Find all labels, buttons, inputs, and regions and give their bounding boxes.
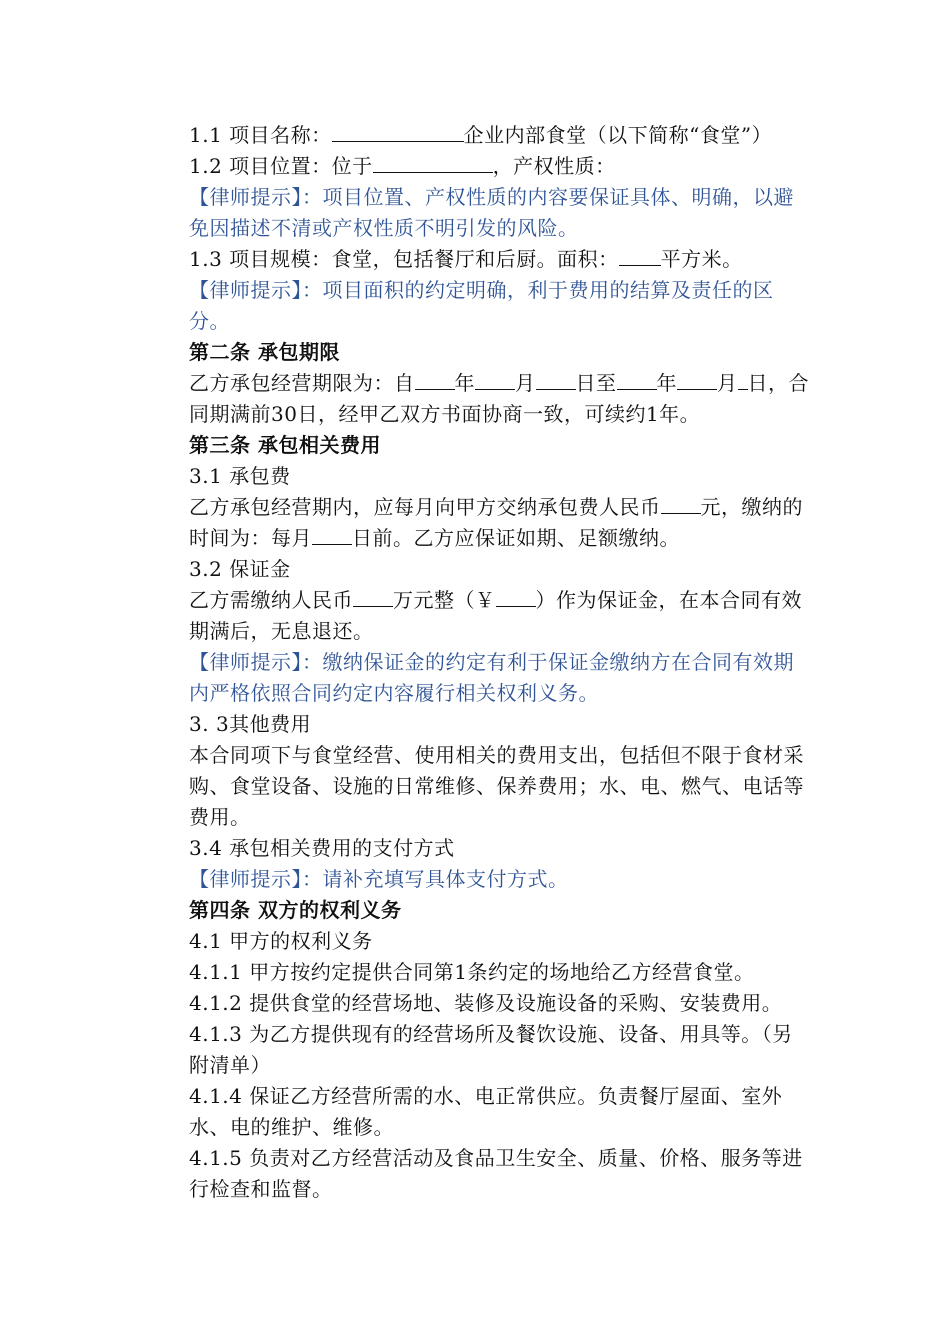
lawyer-tip-1-2: 【律师提示】：项目位置、产权性质的内容要保证具体、明确，以避免因描述不清或产权性质不明引发的风险。 — [189, 185, 794, 240]
article-2-heading: 第二条 承包期限 — [189, 340, 340, 364]
blank-end-day[interactable] — [738, 371, 748, 390]
blank-deposit-amount[interactable] — [353, 588, 393, 607]
sub-3-2-title: 3.2 保证金 — [189, 557, 291, 581]
sub-3-3-title: 3. 3其他费用 — [189, 712, 312, 736]
blank-project-location[interactable] — [373, 154, 493, 173]
lawyer-tip-3-4: 【律师提示】：请补充填写具体支付方式。 — [189, 867, 569, 891]
sub-3-4-title: 3.4 承包相关费用的支付方式 — [189, 836, 455, 860]
sub-4-1-title: 4.1 甲方的权利义务 — [189, 929, 373, 953]
blank-deposit-figure[interactable] — [496, 588, 536, 607]
blank-end-year[interactable] — [617, 371, 657, 390]
blank-area[interactable] — [619, 247, 661, 266]
sub-3-1-text: 乙方承包经营期内，应每月向甲方交纳承包费人民币 元，缴纳的时间为：每月 日前。乙方应保证如期、足额缴纳。 — [189, 495, 803, 550]
blank-project-name[interactable] — [332, 123, 464, 142]
sub-3-2-text: 乙方需缴纳人民币 万元整（￥ ）作为保证金，在本合同有效期满后，无息退还。 — [189, 588, 802, 643]
sub-3-3-text: 本合同项下与食堂经营、使用相关的费用支出，包括但不限于食材采购、食堂设备、设施的日常维修、保养费用；水、电、燃气、电话等费用。 — [189, 743, 804, 829]
item-1-1: 1.1 项目名称： 企业内部食堂（以下简称“食堂”） — [189, 123, 773, 147]
article-2-term: 乙方承包经营期限为：自 年 月 日至 年 月 日，合同期满前30日，经甲乙双方书面协商一致，可续约1年。 — [189, 371, 809, 426]
lawyer-tip-1-3: 【律师提示】：项目面积的约定明确，利于费用的结算及责任的区分。 — [189, 278, 774, 333]
item-4-1-3: 4.1.3 为乙方提供现有的经营场所及餐饮设施、设备、用具等。（另附清单） — [189, 1022, 793, 1077]
blank-start-year[interactable] — [415, 371, 455, 390]
item-1-2: 1.2 项目位置：位于 ，产权性质： — [189, 154, 616, 178]
blank-start-day[interactable] — [536, 371, 576, 390]
blank-fee-amount[interactable] — [661, 495, 701, 514]
sub-3-1-title: 3.1 承包费 — [189, 464, 291, 488]
item-4-1-5: 4.1.5 负责对乙方经营活动及食品卫生安全、质量、价格、服务等进行检查和监督。 — [189, 1146, 803, 1201]
blank-fee-day[interactable] — [312, 526, 352, 545]
contract-body — [145, 120, 810, 1205]
item-4-1-4: 4.1.4 保证乙方经营所需的水、电正常供应。负责餐厅屋面、室外水、电的维护、维修。 — [189, 1084, 783, 1139]
item-4-1-2: 4.1.2 提供食堂的经营场地、装修及设施设备的采购、安装费用。 — [189, 991, 783, 1015]
article-4-heading: 第四条 双方的权利义务 — [189, 898, 402, 922]
item-1-3: 1.3 项目规模：食堂，包括餐厅和后厨。面积： 平方米。 — [189, 247, 743, 271]
blank-start-month[interactable] — [475, 371, 515, 390]
item-4-1-1: 4.1.1 甲方按约定提供合同第1条约定的场地给乙方经营食堂。 — [189, 960, 755, 984]
lawyer-tip-3-2: 【律师提示】：缴纳保证金的约定有利于保证金缴纳方在合同有效期内严格依照合同约定内容履行相关权利义务。 — [189, 650, 794, 705]
blank-end-month[interactable] — [677, 371, 717, 390]
article-3-heading: 第三条 承包相关费用 — [189, 433, 381, 457]
